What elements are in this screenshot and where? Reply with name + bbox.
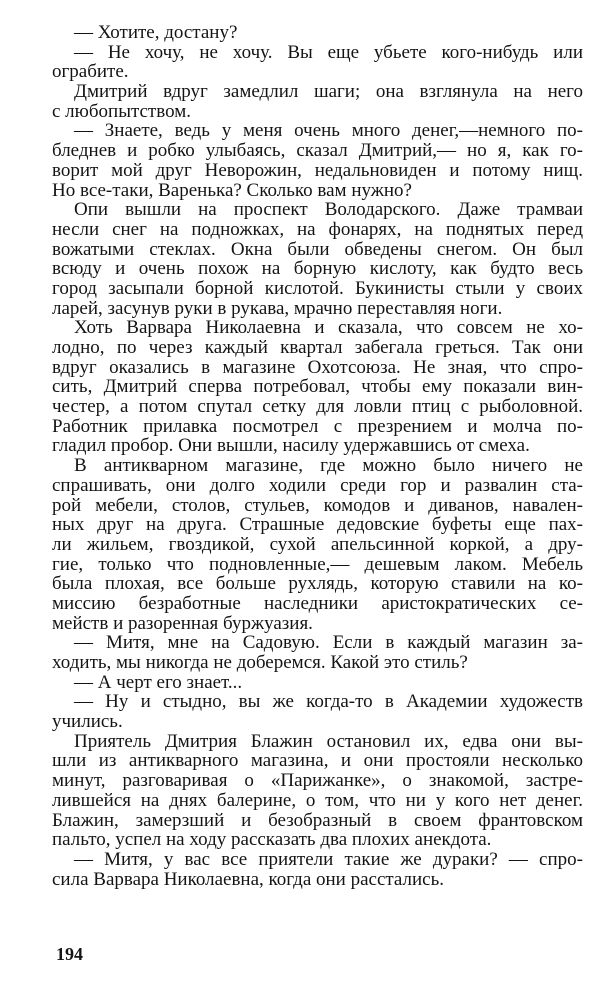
text-line: — Митя, у вас все приятели такие же дураки? — спро- [74,848,583,870]
book-page-text [52,23,583,889]
text-line: миссию безработные наследники аристократических се- [52,592,583,614]
text-line: — Митя, мне на Садовую. Если в каждый магазин за- [74,632,583,654]
page-number: 194 [56,944,83,964]
paragraph [52,82,583,121]
paragraph [52,673,583,693]
paragraph [52,732,583,850]
text-line: ограбите. [52,61,129,83]
text-line: несли снег на подножках, на фонарях, на поднятых перед [52,218,583,240]
text-line: Приятель Дмитрия Блажин остановил их, едва они вы- [74,730,583,752]
paragraph [52,456,583,633]
text-line: Но все-таки, Варенька? Сколько вам нужно? [52,179,412,201]
text-line: гие, только что подновленные,— дешевым лаком. Мебель [52,553,583,575]
text-line: ларей, засунув руки в рукава, мрачно переставляя ноги. [52,297,503,319]
text-line: пальто, успел на ходу рассказать два плохих анекдота. [52,829,492,851]
text-line: мейств и разоренная буржуазия. [52,612,313,634]
text-line: сила Варвара Николаевна, когда они расстались. [52,868,445,890]
text-line: рой мебели, столов, стульев, комодов и диванов, навален- [52,494,583,516]
text-line: ворит мой друг Неворожин, недальновиден и потому нищ. [52,159,583,181]
text-line: вдруг оказались в магазине Охотсоюза. Не зная, что спро- [52,356,583,378]
paragraph [52,43,583,82]
text-line: — А черт его знает... [74,671,243,693]
text-line: — Ну и стыдно, вы же когда-то в Академии художеств [74,691,583,713]
text-line: Хоть Варвара Николаевна и сказала, что совсем не хо- [74,317,583,339]
text-line: бледнев и робко улыбаясь, сказал Дмитрий,— но я, как го- [52,140,583,162]
text-line: — Не хочу, не хочу. Вы еще убьете кого-нибудь или [74,41,583,63]
paragraph [52,200,583,318]
text-line: честер, а потом спутал сетку для ловли птиц с рыболовной. [52,396,583,418]
paragraph [52,318,583,456]
text-line: всюду и очень похож на борную кислоту, как будто весь [52,258,583,280]
paragraph [52,850,583,889]
text-line: В антикварном магазине, где можно было ничего не [74,455,583,477]
text-line: с любопытством. [52,100,191,122]
text-line: ных друг на друга. Страшные дедовские буфеты еще пах- [52,514,583,536]
text-line: город засыпали борной кислотой. Букинисты стыли у своих [52,277,583,299]
text-line: спрашивать, они долго ходили среди гор и развалин ста- [52,474,583,496]
text-line: сить, Дмитрий сперва потребовал, чтобы ему показали вин- [52,376,583,398]
text-line: была плохая, все больше рухлядь, которую ставили на ко- [52,573,583,595]
text-line: минут, разговаривая о «Парижанке», о знакомой, застре- [52,770,583,792]
text-line: лившейся на днях балерине, о том, что ни у кого нет денег. [52,789,583,811]
text-line: гладил пробор. Они вышли, насилу удержавшись от смеха. [52,435,530,457]
text-line: ходить, мы никогда не доберемся. Какой это стиль? [52,652,468,673]
text-line: Опи вышли на проспект Володарского. Даже трамваи [74,199,583,221]
paragraph [52,692,583,731]
text-line: лодно, по через каждый квартал забегала греться. Так они [52,337,583,358]
text-line: — Хотите, достану? [74,22,238,43]
text-line: — Знаете, ведь у меня очень много денег,—немного по- [74,120,583,142]
text-line: ли жильем, гвоздикой, сухой апельсинной коркой, а дру- [52,533,583,555]
text-line: Работник прилавка посмотрел с презрением и молча по- [52,415,583,437]
paragraph [52,633,583,672]
paragraph [52,23,583,43]
text-line: учились. [52,711,123,733]
text-line: Дмитрий вдруг замедлил шаги; она взглянула на него [74,81,583,103]
text-line: шли из антикварного магазина, и они простояли несколько [52,750,583,772]
text-line: Блажин, замерзший и безобразный в своем франтовском [52,809,583,831]
paragraph [52,121,583,200]
text-line: вожатыми стеклах. Окна были обведены снегом. Он был [52,238,583,260]
